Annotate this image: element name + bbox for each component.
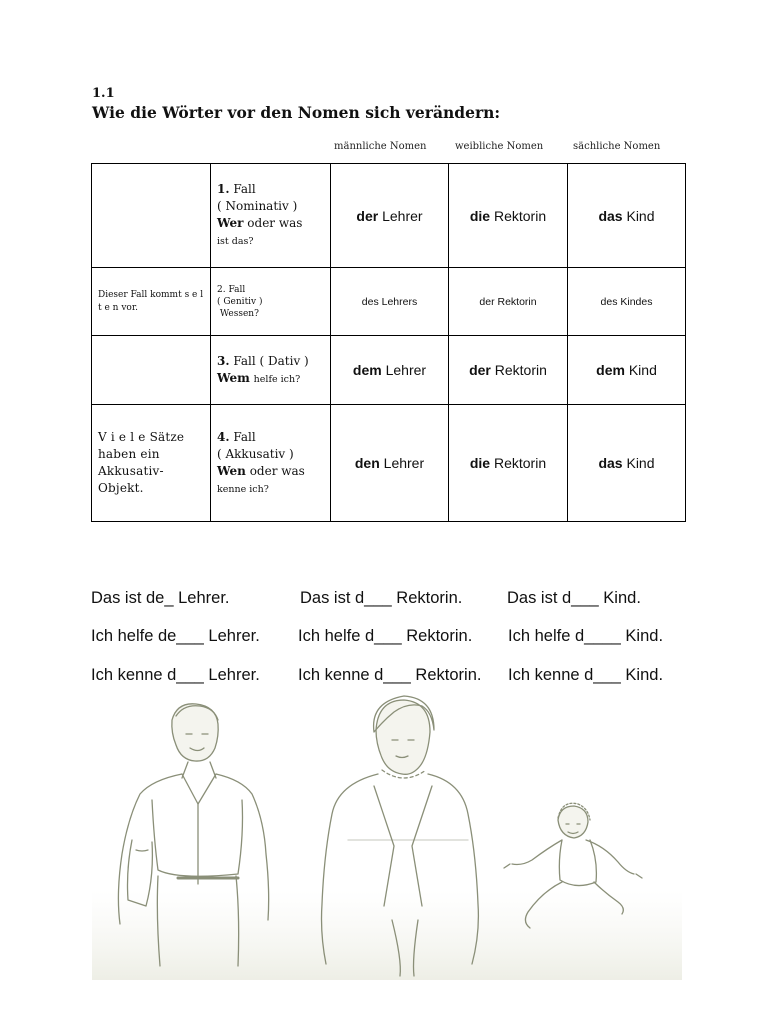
note-cell: V i e l e Sätze haben ein Akkusativ-Objekt. — [92, 405, 211, 522]
question-word: Wer — [217, 216, 244, 230]
case-name: ( Nominativ ) — [217, 199, 298, 213]
table-row-dativ — [92, 336, 686, 405]
section-number: 1.1 — [92, 86, 115, 101]
question-mid: oder was — [247, 216, 303, 230]
case-number: 2. — [217, 284, 226, 295]
page-title: Wie die Wörter vor den Nomen sich verändern: — [92, 103, 501, 122]
case-number: 4. — [217, 429, 230, 444]
note-cell: Dieser Fall kommt s e l t e n vor. — [92, 268, 211, 336]
exercise-sentence: Ich kenne d___ Rektorin. — [298, 666, 482, 684]
form-neuter: dem Kind — [568, 336, 686, 405]
case-cell-nominativ — [211, 164, 331, 268]
form-masculine: dem Lehrer — [331, 336, 449, 405]
table-row-genitiv — [92, 268, 686, 336]
form-neuter: des Kindes — [568, 268, 686, 336]
form-masculine: den Lehrer — [331, 405, 449, 522]
case-word: Fall — [228, 284, 246, 295]
case-cell-genitiv — [211, 268, 331, 336]
case-word: Fall — [233, 182, 256, 196]
question-mid: oder was — [249, 463, 305, 478]
case-number: 3. — [217, 353, 230, 368]
illustration — [92, 690, 682, 980]
form-feminine: der Rektorin — [449, 268, 568, 336]
exercise-sentence: Ich helfe d___ Rektorin. — [298, 627, 473, 645]
note-cell — [92, 336, 211, 405]
case-word: Fall — [233, 429, 256, 444]
case-number: 1. — [217, 182, 230, 196]
form-feminine: der Rektorin — [449, 336, 568, 405]
exercise-sentence: Das ist d___ Rektorin. — [300, 589, 463, 607]
question-rest: kenne ich? — [217, 483, 269, 495]
column-header-masculine: männliche Nomen — [334, 141, 427, 152]
table-row-nominativ — [92, 164, 686, 268]
form-feminine: die Rektorin — [449, 405, 568, 522]
question-word: Wen — [217, 463, 246, 478]
declension-table — [91, 163, 686, 522]
form-neuter: das Kind — [568, 405, 686, 522]
case-name: ( Genitiv ) — [217, 296, 263, 307]
table-row-akkusativ — [92, 405, 686, 522]
exercise-sentence: Das ist d___ Kind. — [507, 589, 641, 607]
form-masculine: des Lehrers — [331, 268, 449, 336]
form-neuter: das Kind — [568, 164, 686, 268]
case-cell-akkusativ — [211, 405, 331, 522]
question-rest: ist das? — [217, 236, 254, 247]
exercise-sentence: Ich kenne d___ Lehrer. — [91, 666, 260, 684]
question-word: Wessen? — [219, 308, 259, 319]
form-masculine: der Lehrer — [331, 164, 449, 268]
exercise-sentence: Ich helfe de___ Lehrer. — [91, 627, 260, 645]
column-header-feminine: weibliche Nomen — [455, 141, 544, 152]
case-cell-dativ — [211, 336, 331, 405]
note-cell — [92, 164, 211, 268]
exercise-sentence: Das ist de_ Lehrer. — [91, 589, 230, 607]
form-feminine: die Rektorin — [449, 164, 568, 268]
question-rest: helfe ich? — [253, 373, 301, 385]
question-word: Wem — [217, 370, 250, 385]
case-word: Fall ( Dativ ) — [233, 353, 309, 368]
column-header-neuter: sächliche Nomen — [573, 141, 661, 152]
case-name: ( Akkusativ ) — [217, 446, 294, 461]
exercise-sentence: Ich kenne d___ Kind. — [508, 666, 664, 684]
exercise-sentence: Ich helfe d____ Kind. — [508, 627, 664, 645]
